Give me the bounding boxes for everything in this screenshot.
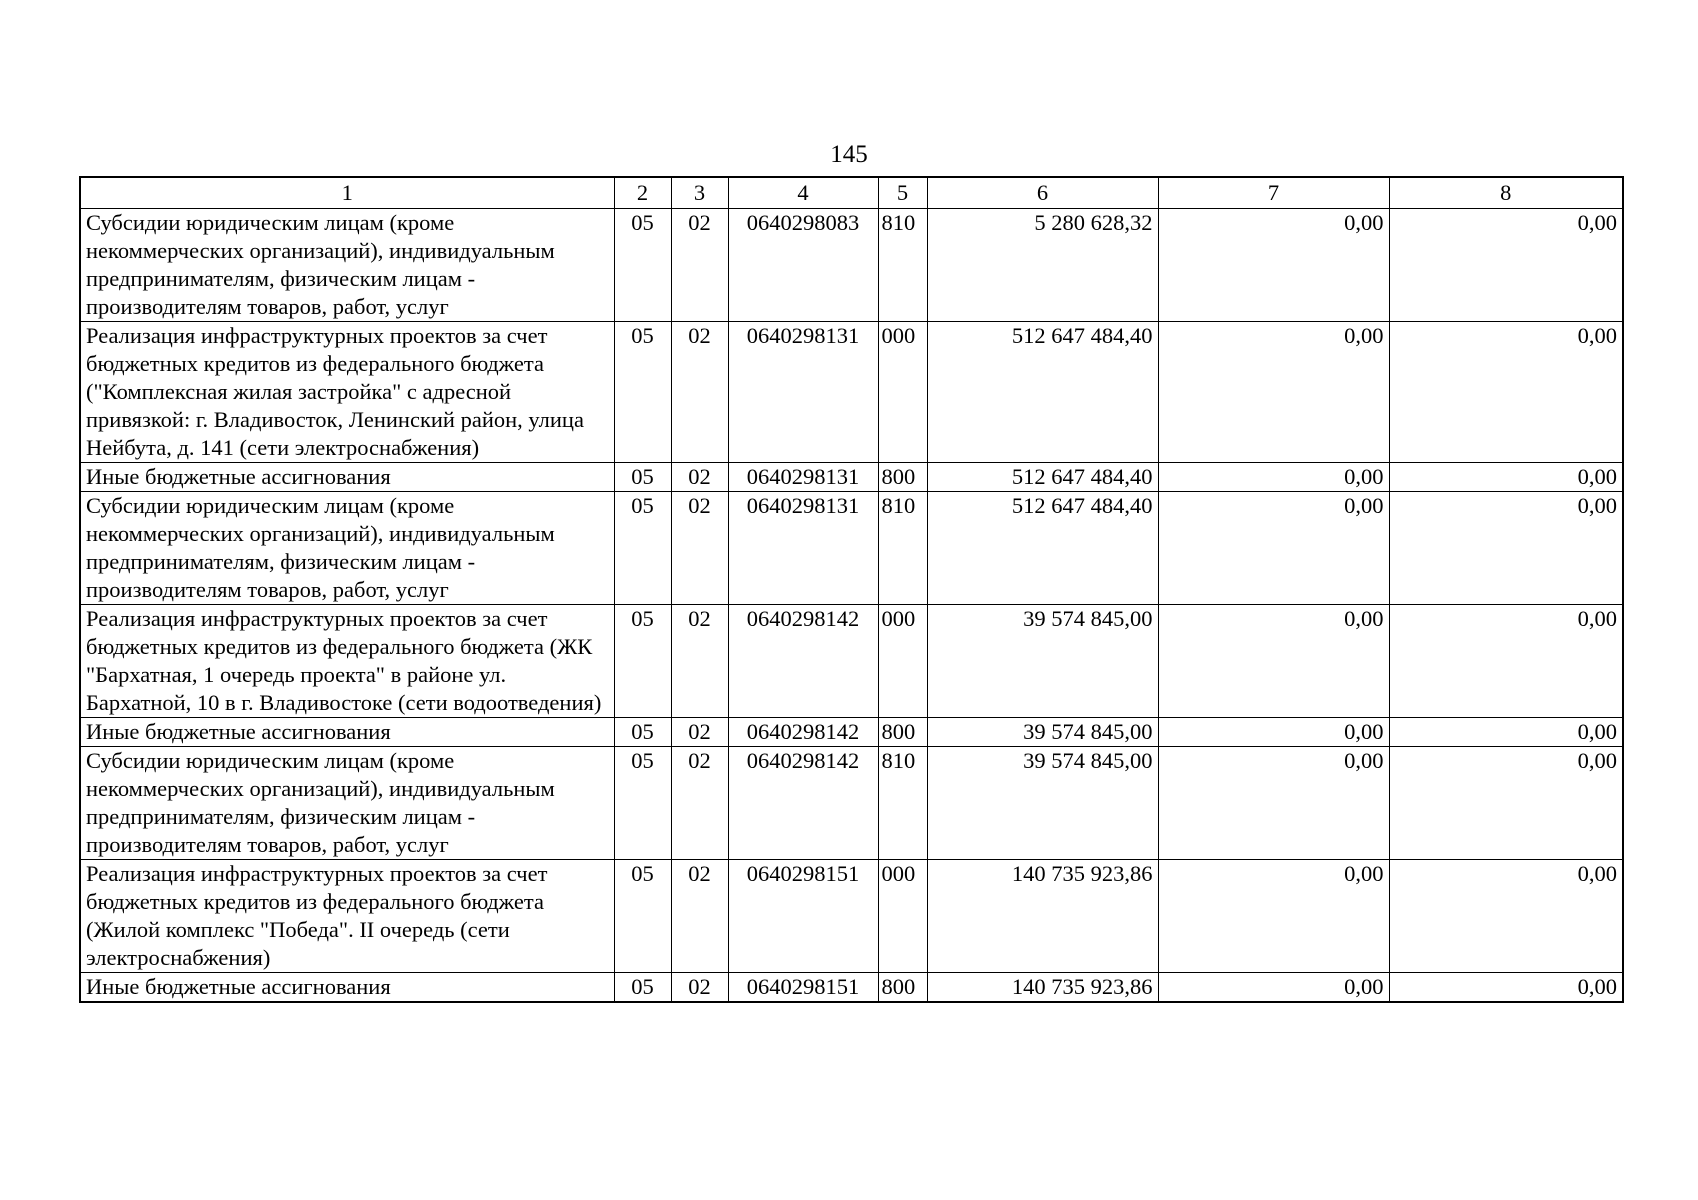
budget-table xyxy=(79,176,1624,1003)
row-name: Субсидии юридическим лицам (кроме некоммерческих организаций), индивидуальным предпринимателям, физическим лицам - производителям товаров, работ, услуг xyxy=(80,209,614,322)
row-section: 05 xyxy=(614,860,671,973)
column-number-row xyxy=(80,177,1623,209)
row-section: 05 xyxy=(614,605,671,718)
row-subsection: 02 xyxy=(671,463,728,492)
row-amount-7: 0,00 xyxy=(1158,492,1389,605)
row-expense-type: 800 xyxy=(878,718,927,747)
row-amount-8: 0,00 xyxy=(1389,718,1623,747)
row-target-code: 0640298131 xyxy=(728,492,878,605)
row-section: 05 xyxy=(614,492,671,605)
row-target-code: 0640298142 xyxy=(728,747,878,860)
row-subsection: 02 xyxy=(671,718,728,747)
row-amount-8: 0,00 xyxy=(1389,492,1623,605)
row-target-code: 0640298142 xyxy=(728,718,878,747)
column-header-4: 4 xyxy=(728,177,878,209)
row-amount-6: 39 574 845,00 xyxy=(927,718,1158,747)
row-target-code: 0640298151 xyxy=(728,973,878,1003)
row-target-code: 0640298131 xyxy=(728,463,878,492)
row-amount-6: 39 574 845,00 xyxy=(927,747,1158,860)
row-target-code: 0640298151 xyxy=(728,860,878,973)
column-header-8: 8 xyxy=(1389,177,1623,209)
row-amount-6: 512 647 484,40 xyxy=(927,322,1158,463)
row-target-code: 0640298131 xyxy=(728,322,878,463)
row-expense-type: 000 xyxy=(878,605,927,718)
row-amount-7: 0,00 xyxy=(1158,973,1389,1003)
row-amount-6: 39 574 845,00 xyxy=(927,605,1158,718)
row-section: 05 xyxy=(614,322,671,463)
row-amount-8: 0,00 xyxy=(1389,209,1623,322)
row-section: 05 xyxy=(614,973,671,1003)
row-amount-7: 0,00 xyxy=(1158,747,1389,860)
row-subsection: 02 xyxy=(671,973,728,1003)
row-amount-6: 512 647 484,40 xyxy=(927,492,1158,605)
row-amount-7: 0,00 xyxy=(1158,605,1389,718)
row-subsection: 02 xyxy=(671,605,728,718)
column-header-2: 2 xyxy=(614,177,671,209)
column-header-1: 1 xyxy=(80,177,614,209)
row-expense-type: 810 xyxy=(878,209,927,322)
row-amount-7: 0,00 xyxy=(1158,322,1389,463)
row-expense-type: 810 xyxy=(878,492,927,605)
row-amount-8: 0,00 xyxy=(1389,605,1623,718)
table-row xyxy=(80,492,1623,605)
row-subsection: 02 xyxy=(671,492,728,605)
row-target-code: 0640298142 xyxy=(728,605,878,718)
table-row xyxy=(80,463,1623,492)
row-subsection: 02 xyxy=(671,209,728,322)
row-target-code: 0640298083 xyxy=(728,209,878,322)
row-name: Иные бюджетные ассигнования xyxy=(80,718,614,747)
row-expense-type: 800 xyxy=(878,463,927,492)
row-amount-8: 0,00 xyxy=(1389,322,1623,463)
row-subsection: 02 xyxy=(671,860,728,973)
table-row xyxy=(80,747,1623,860)
row-name: Субсидии юридическим лицам (кроме некоммерческих организаций), индивидуальным предпринимателям, физическим лицам - производителям товаров, работ, услуг xyxy=(80,492,614,605)
row-amount-6: 512 647 484,40 xyxy=(927,463,1158,492)
row-name: Субсидии юридическим лицам (кроме некоммерческих организаций), индивидуальным предпринимателям, физическим лицам - производителям товаров, работ, услуг xyxy=(80,747,614,860)
page-number: 145 xyxy=(830,141,868,168)
row-section: 05 xyxy=(614,747,671,860)
table-row xyxy=(80,860,1623,973)
row-amount-6: 5 280 628,32 xyxy=(927,209,1158,322)
column-header-7: 7 xyxy=(1158,177,1389,209)
row-subsection: 02 xyxy=(671,322,728,463)
row-amount-7: 0,00 xyxy=(1158,209,1389,322)
row-amount-6: 140 735 923,86 xyxy=(927,973,1158,1003)
row-expense-type: 000 xyxy=(878,860,927,973)
table-row xyxy=(80,209,1623,322)
row-amount-8: 0,00 xyxy=(1389,747,1623,860)
row-amount-7: 0,00 xyxy=(1158,860,1389,973)
row-amount-7: 0,00 xyxy=(1158,463,1389,492)
table-row xyxy=(80,605,1623,718)
row-expense-type: 810 xyxy=(878,747,927,860)
row-expense-type: 800 xyxy=(878,973,927,1003)
row-amount-8: 0,00 xyxy=(1389,973,1623,1003)
row-amount-6: 140 735 923,86 xyxy=(927,860,1158,973)
table-row xyxy=(80,973,1623,1003)
row-amount-8: 0,00 xyxy=(1389,463,1623,492)
row-amount-7: 0,00 xyxy=(1158,718,1389,747)
row-subsection: 02 xyxy=(671,747,728,860)
row-name: Реализация инфраструктурных проектов за счет бюджетных кредитов из федерального бюджета (ЖК "Бархатная, 1 очередь проекта" в районе ул. Бархатной, 10 в г. Владивостоке (сети водоотведения) xyxy=(80,605,614,718)
row-name: Реализация инфраструктурных проектов за счет бюджетных кредитов из федерального бюджета ("Комплексная жилая застройка" с адресной привязкой: г. Владивосток, Ленинский район, улица Нейбута, д. 141 (сети электроснабжения) xyxy=(80,322,614,463)
row-expense-type: 000 xyxy=(878,322,927,463)
row-amount-8: 0,00 xyxy=(1389,860,1623,973)
column-header-6: 6 xyxy=(927,177,1158,209)
row-section: 05 xyxy=(614,463,671,492)
row-section: 05 xyxy=(614,209,671,322)
row-name: Иные бюджетные ассигнования xyxy=(80,463,614,492)
column-header-3: 3 xyxy=(671,177,728,209)
column-header-5: 5 xyxy=(878,177,927,209)
row-name: Реализация инфраструктурных проектов за счет бюджетных кредитов из федерального бюджета (Жилой комплекс "Победа". II очередь (сети электроснабжения) xyxy=(80,860,614,973)
row-section: 05 xyxy=(614,718,671,747)
row-name: Иные бюджетные ассигнования xyxy=(80,973,614,1003)
table-row xyxy=(80,718,1623,747)
table-row xyxy=(80,322,1623,463)
